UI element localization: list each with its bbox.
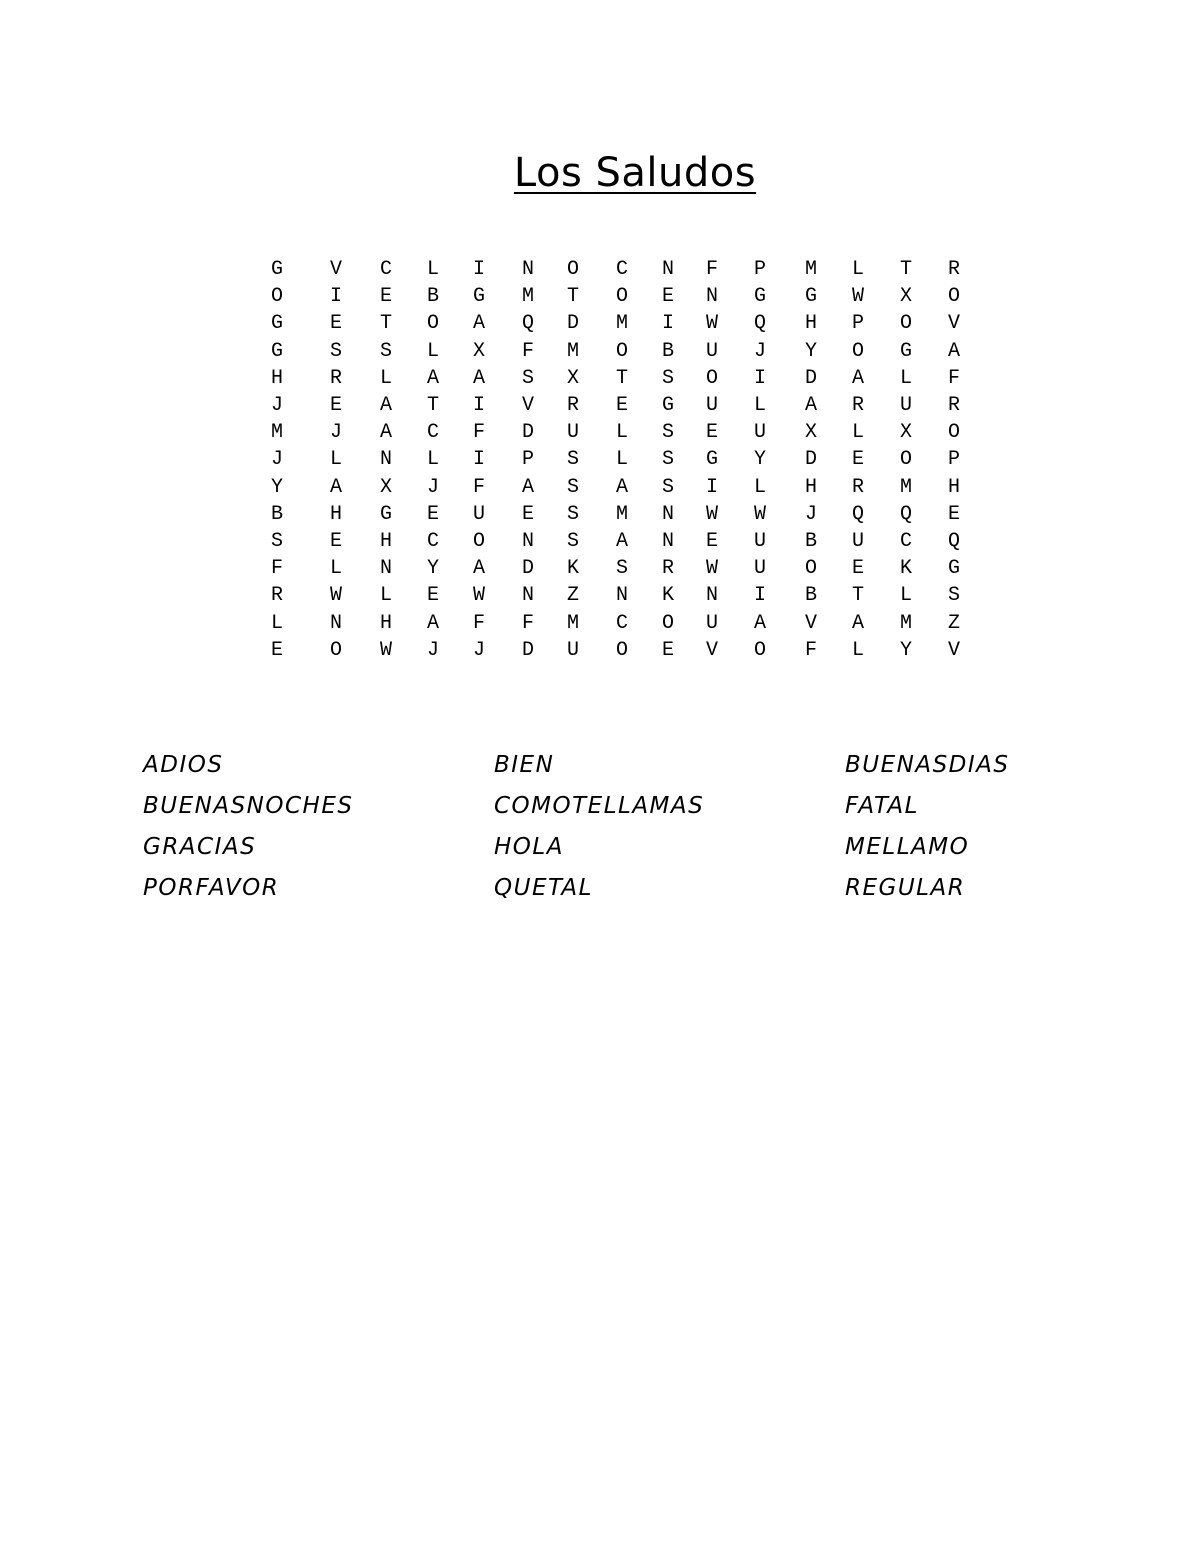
grid-letter: P xyxy=(947,448,960,472)
grid-letter: C xyxy=(426,530,439,553)
grid-letter: F xyxy=(804,638,817,662)
grid-letter: J xyxy=(472,638,485,662)
grid-letter: R xyxy=(661,557,674,581)
word-list-item: PORFAVOR xyxy=(143,875,280,901)
grid-letter: G xyxy=(270,339,283,363)
grid-letter: L xyxy=(899,584,912,608)
grid-letter: A xyxy=(426,611,439,635)
grid-letter: E xyxy=(329,530,342,553)
grid-letter: W xyxy=(705,312,718,336)
grid-letter: S xyxy=(615,557,628,581)
grid-letter: E xyxy=(947,502,960,526)
grid-letter: N xyxy=(705,584,718,608)
grid-letter: I xyxy=(472,258,485,281)
grid-letter: Q xyxy=(521,312,534,336)
grid-letter: A xyxy=(947,339,960,363)
grid-letter: O xyxy=(615,339,628,363)
grid-letter: K xyxy=(661,584,674,608)
grid-letter: W xyxy=(753,502,766,526)
grid-letter: M xyxy=(899,475,912,499)
grid-letter: E xyxy=(329,394,342,417)
grid-letter: Z xyxy=(947,611,960,635)
grid-letter: K xyxy=(566,557,579,581)
grid-letter: E xyxy=(426,584,439,608)
grid-letter: G xyxy=(270,312,283,336)
grid-letter: A xyxy=(851,611,864,635)
grid-letter: L xyxy=(753,475,766,499)
grid-letter: T xyxy=(851,584,864,608)
grid-letter: I xyxy=(329,285,342,309)
grid-letter: M xyxy=(566,339,579,363)
grid-letter: U xyxy=(753,421,766,445)
grid-letter: M xyxy=(521,285,534,309)
grid-letter: U xyxy=(566,421,579,445)
grid-letter: V xyxy=(705,638,718,662)
grid-letter: V xyxy=(521,394,534,417)
grid-letter: J xyxy=(329,421,342,445)
grid-letter: O xyxy=(566,258,579,281)
grid-letter: E xyxy=(426,502,439,526)
grid-letter: R xyxy=(851,394,864,417)
grid-letter: A xyxy=(615,530,628,553)
grid-letter: O xyxy=(947,285,960,309)
grid-letter: D xyxy=(804,448,817,472)
grid-letter: S xyxy=(661,448,674,472)
grid-letter: L xyxy=(899,366,912,390)
grid-letter: O xyxy=(661,611,674,635)
grid-letter: U xyxy=(753,557,766,581)
grid-letter: A xyxy=(472,366,485,390)
grid-letter: L xyxy=(379,584,392,608)
grid-letter: E xyxy=(661,285,674,309)
grid-letter: D xyxy=(521,557,534,581)
grid-letter: O xyxy=(270,285,283,309)
grid-letter: R xyxy=(566,394,579,417)
grid-letter: E xyxy=(521,502,534,526)
grid-letter: A xyxy=(329,475,342,499)
word-list-item: BUENASDIAS xyxy=(845,752,1010,778)
grid-letter: L xyxy=(329,448,342,472)
grid-letter: S xyxy=(661,421,674,445)
grid-letter: B xyxy=(661,339,674,363)
grid-letter: N xyxy=(329,611,342,635)
grid-letter: A xyxy=(379,394,392,417)
grid-letter: G xyxy=(947,557,960,581)
grid-letter: S xyxy=(566,502,579,526)
grid-letter: J xyxy=(753,339,766,363)
grid-letter: O xyxy=(899,448,912,472)
grid-letter: H xyxy=(947,475,960,499)
grid-letter: W xyxy=(472,584,485,608)
grid-letter: I xyxy=(661,312,674,336)
grid-letter: J xyxy=(426,475,439,499)
grid-letter: X xyxy=(379,475,392,499)
grid-letter: G xyxy=(705,448,718,472)
grid-letter: G xyxy=(899,339,912,363)
grid-letter: I xyxy=(472,394,485,417)
grid-letter: O xyxy=(705,366,718,390)
grid-letter: X xyxy=(899,421,912,445)
grid-letter: E xyxy=(705,421,718,445)
grid-letter: D xyxy=(566,312,579,336)
grid-letter: N xyxy=(661,530,674,553)
grid-letter: E xyxy=(705,530,718,553)
grid-letter: A xyxy=(472,312,485,336)
grid-letter: F xyxy=(521,339,534,363)
grid-letter: A xyxy=(379,421,392,445)
grid-letter: F xyxy=(472,475,485,499)
word-list-item: MELLAMO xyxy=(845,834,970,860)
grid-letter: H xyxy=(329,502,342,526)
grid-letter: A xyxy=(426,366,439,390)
grid-letter: P xyxy=(521,448,534,472)
word-list-item: HOLA xyxy=(494,834,564,860)
grid-letter: H xyxy=(804,475,817,499)
word-list-item: REGULAR xyxy=(845,875,966,901)
grid-letter: A xyxy=(472,557,485,581)
grid-letter: O xyxy=(615,638,628,662)
grid-letter: S xyxy=(566,448,579,472)
grid-letter: P xyxy=(851,312,864,336)
grid-letter: G xyxy=(270,258,283,281)
grid-letter: B xyxy=(426,285,439,309)
grid-letter: Z xyxy=(566,584,579,608)
grid-letter: Q xyxy=(753,312,766,336)
grid-letter: J xyxy=(270,448,283,472)
grid-letter: E xyxy=(661,638,674,662)
grid-letter: H xyxy=(379,530,392,553)
grid-letter: H xyxy=(804,312,817,336)
grid-letter: N xyxy=(521,530,534,553)
grid-letter: F xyxy=(472,611,485,635)
grid-letter: U xyxy=(566,638,579,662)
grid-letter: L xyxy=(615,448,628,472)
page-title: Los Saludos xyxy=(513,150,757,196)
grid-letter: O xyxy=(329,638,342,662)
grid-letter: Q xyxy=(947,530,960,553)
grid-letter: S xyxy=(661,475,674,499)
grid-letter: J xyxy=(270,394,283,417)
grid-letter: N xyxy=(705,285,718,309)
grid-letter: T xyxy=(899,258,912,281)
grid-letter: L xyxy=(753,394,766,417)
word-list-item: COMOTELLAMAS xyxy=(494,793,705,819)
grid-letter: X xyxy=(899,285,912,309)
grid-letter: U xyxy=(705,394,718,417)
grid-letter: S xyxy=(521,366,534,390)
grid-letter: K xyxy=(899,557,912,581)
grid-letter: G xyxy=(379,502,392,526)
grid-letter: L xyxy=(270,611,283,635)
word-list-item: BIEN xyxy=(494,752,555,778)
grid-letter: S xyxy=(379,339,392,363)
grid-letter: G xyxy=(472,285,485,309)
grid-letter: O xyxy=(851,339,864,363)
grid-letter: T xyxy=(426,394,439,417)
grid-letter: J xyxy=(426,638,439,662)
grid-letter: N xyxy=(661,258,674,281)
grid-letter: B xyxy=(804,530,817,553)
grid-letter: L xyxy=(329,557,342,581)
grid-letter: C xyxy=(615,611,628,635)
grid-letter: L xyxy=(615,421,628,445)
grid-letter: A xyxy=(753,611,766,635)
grid-letter: S xyxy=(661,366,674,390)
grid-letter: C xyxy=(379,258,392,281)
grid-letter: N xyxy=(521,258,534,281)
grid-letter: Y xyxy=(804,339,817,363)
grid-letter: T xyxy=(566,285,579,309)
grid-letter: X xyxy=(472,339,485,363)
grid-letter: B xyxy=(270,502,283,526)
grid-letter: N xyxy=(661,502,674,526)
grid-letter: L xyxy=(426,339,439,363)
grid-letter: R xyxy=(947,258,960,281)
word-list-item: FATAL xyxy=(845,793,919,819)
grid-letter: Y xyxy=(426,557,439,581)
grid-letter: W xyxy=(851,285,864,309)
grid-letter: S xyxy=(566,475,579,499)
grid-letter: A xyxy=(804,394,817,417)
grid-letter: M xyxy=(899,611,912,635)
grid-letter: S xyxy=(566,530,579,553)
grid-letter: W xyxy=(705,502,718,526)
grid-letter: E xyxy=(851,448,864,472)
word-list-item: ADIOS xyxy=(143,752,224,778)
grid-letter: S xyxy=(270,530,283,553)
grid-letter: N xyxy=(615,584,628,608)
grid-letter: L xyxy=(851,638,864,662)
grid-letter: O xyxy=(947,421,960,445)
grid-letter: M xyxy=(566,611,579,635)
grid-letter: G xyxy=(804,285,817,309)
grid-letter: H xyxy=(379,611,392,635)
word-list-item: BUENASNOCHES xyxy=(143,793,354,819)
grid-letter: O xyxy=(615,285,628,309)
grid-letter: E xyxy=(379,285,392,309)
grid-letter: Y xyxy=(753,448,766,472)
grid-letter: E xyxy=(329,312,342,336)
grid-letter: O xyxy=(804,557,817,581)
grid-letter: R xyxy=(947,394,960,417)
grid-letter: U xyxy=(753,530,766,553)
grid-letter: X xyxy=(804,421,817,445)
grid-letter: H xyxy=(270,366,283,390)
grid-letter: D xyxy=(521,421,534,445)
grid-letter: Y xyxy=(270,475,283,499)
grid-letter: I xyxy=(753,584,766,608)
grid-letter: R xyxy=(851,475,864,499)
grid-letter: N xyxy=(521,584,534,608)
grid-letter: U xyxy=(851,530,864,553)
grid-letter: F xyxy=(521,611,534,635)
grid-letter: Q xyxy=(851,502,864,526)
grid-letter: S xyxy=(329,339,342,363)
grid-letter: M xyxy=(615,312,628,336)
grid-letter: U xyxy=(472,502,485,526)
grid-letter: W xyxy=(379,638,392,662)
grid-letter: W xyxy=(329,584,342,608)
grid-letter: M xyxy=(804,258,817,281)
grid-letter: A xyxy=(615,475,628,499)
grid-letter: N xyxy=(379,557,392,581)
grid-letter: U xyxy=(705,611,718,635)
grid-letter: Y xyxy=(899,638,912,662)
grid-letter: V xyxy=(329,258,342,281)
grid-letter: P xyxy=(753,258,766,281)
grid-letter: E xyxy=(615,394,628,417)
grid-letter: A xyxy=(521,475,534,499)
grid-letter: L xyxy=(379,366,392,390)
grid-letter: F xyxy=(270,557,283,581)
grid-letter: E xyxy=(270,638,283,662)
grid-letter: V xyxy=(804,611,817,635)
grid-letter: T xyxy=(379,312,392,336)
grid-letter: W xyxy=(705,557,718,581)
grid-letter: C xyxy=(615,258,628,281)
grid-letter: D xyxy=(521,638,534,662)
grid-letter: I xyxy=(753,366,766,390)
grid-letter: C xyxy=(426,421,439,445)
grid-letter: O xyxy=(753,638,766,662)
grid-letter: O xyxy=(899,312,912,336)
grid-letter: V xyxy=(947,638,960,662)
grid-letter: I xyxy=(472,448,485,472)
grid-letter: L xyxy=(851,258,864,281)
grid-letter: G xyxy=(661,394,674,417)
grid-letter: U xyxy=(705,339,718,363)
grid-letter: T xyxy=(615,366,628,390)
grid-letter: D xyxy=(804,366,817,390)
grid-letter: E xyxy=(851,557,864,581)
grid-letter: F xyxy=(947,366,960,390)
grid-letter: M xyxy=(615,502,628,526)
grid-letter: R xyxy=(270,584,283,608)
grid-letter: L xyxy=(426,448,439,472)
grid-letter: L xyxy=(851,421,864,445)
grid-letter: V xyxy=(947,312,960,336)
grid-letter: F xyxy=(705,258,718,281)
grid-letter: I xyxy=(705,475,718,499)
word-search-grid xyxy=(0,0,1200,700)
grid-letter: Q xyxy=(899,502,912,526)
grid-letter: R xyxy=(329,366,342,390)
grid-letter: S xyxy=(947,584,960,608)
grid-letter: A xyxy=(851,366,864,390)
grid-letter: F xyxy=(472,421,485,445)
grid-letter: L xyxy=(426,258,439,281)
grid-letter: N xyxy=(379,448,392,472)
grid-letter: M xyxy=(270,421,283,445)
grid-letter: O xyxy=(472,530,485,553)
word-list-item: GRACIAS xyxy=(143,834,257,860)
grid-letter: U xyxy=(899,394,912,417)
grid-letter: G xyxy=(753,285,766,309)
grid-letter: O xyxy=(426,312,439,336)
grid-letter: B xyxy=(804,584,817,608)
word-list-item: QUETAL xyxy=(494,875,593,901)
grid-letter: J xyxy=(804,502,817,526)
grid-letter: X xyxy=(566,366,579,390)
grid-letter: C xyxy=(899,530,912,553)
